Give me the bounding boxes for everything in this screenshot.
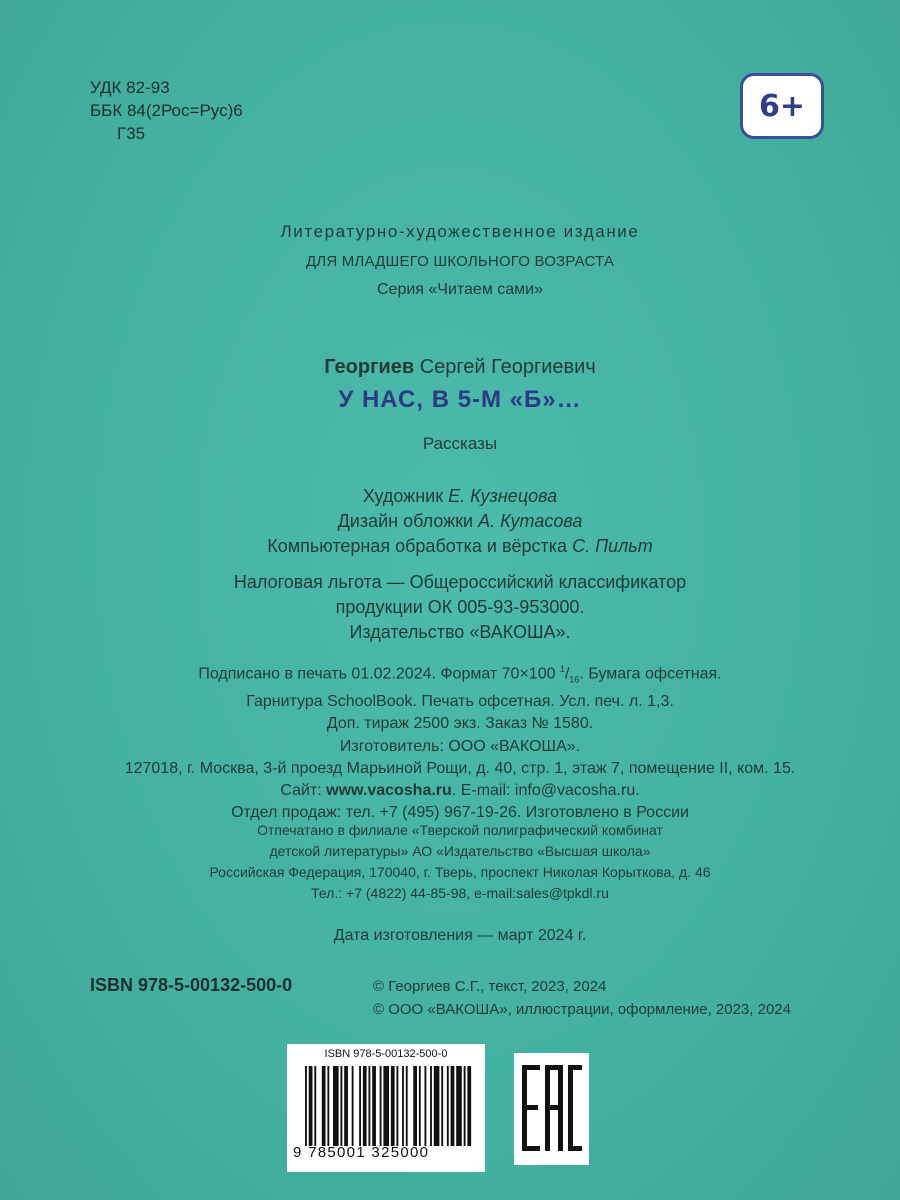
book-subtitle: Рассказы (422, 434, 498, 453)
printer-line: Российская Федерация, 170040, г. Тверь, проспект Николая Корыткова, д. 46 (209, 864, 711, 880)
catalog-codes (90, 76, 243, 145)
bbk-code: ББК 84(2Рос=Рус)6 (90, 101, 243, 120)
tax-line: Издательство «ВАКОША». (349, 622, 571, 642)
credit-role: Художник (362, 486, 444, 506)
audience: ДЛЯ МЛАДШЕГО ШКОЛЬНОГО ВОЗРАСТА (305, 253, 615, 270)
barcode-digits: 9 785001 325000 (293, 1144, 430, 1161)
eac-mark (514, 1053, 589, 1165)
credit-role: Дизайн обложки (337, 511, 474, 531)
credit-line (0, 484, 900, 509)
printer-line: Отпечатано в филиале «Тверской полиграфический комбинат (257, 822, 663, 838)
credit-name: С. Пильт (572, 536, 653, 556)
credit-name: Е. Кузнецова (448, 486, 558, 506)
author-mark: Г35 (117, 124, 146, 143)
udk-code: УДК 82-93 (90, 78, 170, 97)
tax-line: Налоговая льгота — Общероссийский классификатор (233, 572, 687, 592)
tax-line: продукции ОК 005-93-953000. (335, 597, 585, 617)
production-date: Дата изготовления — март 2024 г. (333, 927, 587, 944)
author-surname: Георгиев (324, 356, 415, 378)
print-line: Подписано в печать 01.02.2024. Формат 70×100 $^1/_{16}$. Бумага офсетная. (198, 664, 722, 685)
manufacturer-info (0, 736, 900, 824)
format-denominator: 16 (569, 674, 580, 685)
tax-info (0, 570, 900, 645)
email-text: . E-mail: info@vacosha.ru. (451, 782, 640, 799)
series: Серия «Читаем сами» (376, 281, 544, 298)
printer-line: детской литературы» АО «Издательство «Высшая школа» (269, 843, 651, 859)
barcode-bars (305, 1066, 473, 1146)
maker-line: Изготовитель: ООО «ВАКОША». (339, 738, 581, 755)
print-line: Доп. тираж 2500 экз. Заказ № 1580. (326, 714, 594, 732)
credit-line (0, 509, 900, 534)
print-text: . Бумага офсетная. (579, 665, 722, 683)
book-title: У НАС, В 5-М «Б»… (338, 386, 582, 413)
maker-contacts (0, 780, 900, 802)
author (0, 356, 900, 379)
print-line: Гарнитура SchoolBook. Печать офсетная. Усл. печ. л. 1,3. (246, 692, 674, 710)
credit-name: А. Кутасова (478, 511, 583, 531)
copyright (373, 975, 791, 1021)
maker-address: 127018, г. Москва, 3-й проезд Марьиной Рощи, д. 40, стр. 1, этаж 7, помещение II, ком. 15. (124, 760, 796, 777)
age-rating-badge: 6+ (740, 73, 824, 139)
credit-line (0, 534, 900, 559)
printer-info (0, 820, 900, 904)
site-link[interactable]: www.vacosha.ru (326, 782, 452, 799)
print-info (0, 658, 900, 735)
credits (0, 484, 900, 559)
copyright-line: © Георгиев С.Г., текст, 2023, 2024 (373, 978, 607, 995)
edition-type: Литературно-художественное издание (280, 222, 640, 241)
sales-line: Отдел продаж: тел. +7 (495) 967-19-26. Изготовлено в России (231, 804, 689, 821)
barcode (287, 1044, 485, 1172)
print-text: Подписано в печать 01.02.2024. Формат 70×100 (198, 665, 560, 683)
format-numerator: 1 (559, 664, 565, 674)
credit-role: Компьютерная обработка и вёрстка (267, 536, 568, 556)
site-label: Сайт: (280, 782, 327, 799)
eac-logo (514, 1053, 589, 1165)
printer-line: Тел.: +7 (4822) 44-85-98, e-mail:sales@tpkdl.ru (311, 885, 609, 901)
copyright-line: © ООО «ВАКОША», иллюстрации, оформление, 2023, 2024 (373, 1001, 791, 1018)
barcode-label: ISBN 978-5-00132-500-0 (324, 1048, 448, 1060)
isbn: ISBN 978-5-00132-500-0 (90, 975, 293, 995)
author-name: Сергей Георгиевич (419, 356, 596, 378)
